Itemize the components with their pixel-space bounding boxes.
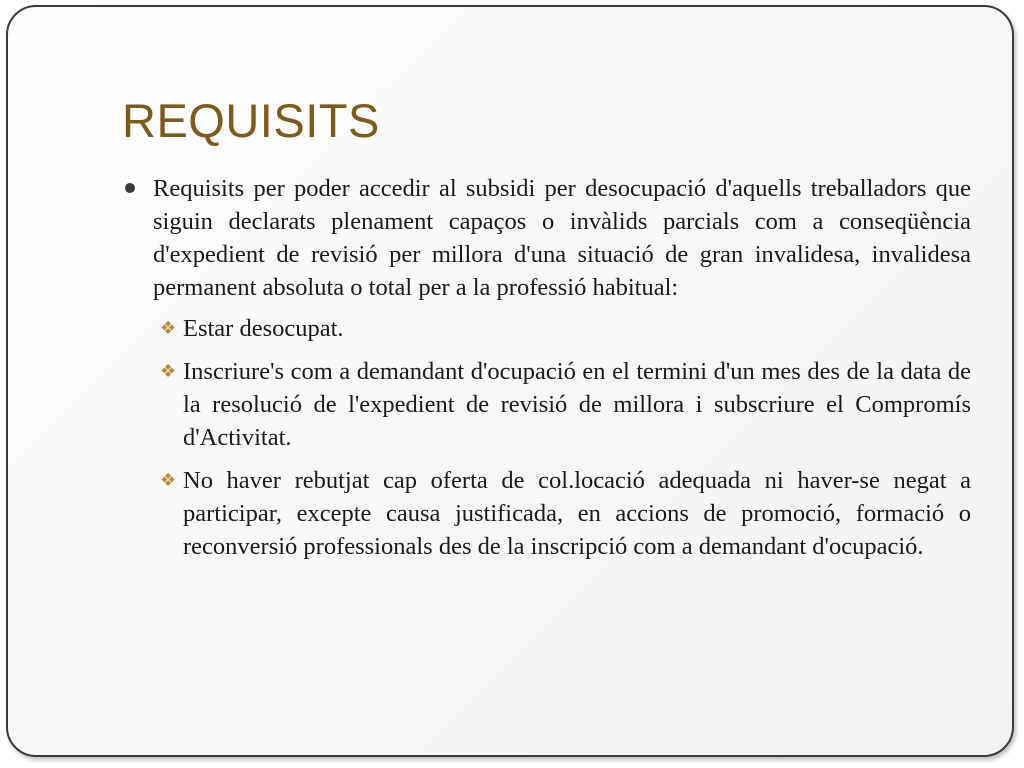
main-bullet: [122, 172, 971, 304]
sub-bullet-text: Estar desocupat.: [183, 315, 344, 342]
slide-content: [122, 172, 971, 573]
slide-frame: [6, 5, 1014, 757]
sub-bullet-text: Inscriure's com a demandant d'ocupació en el termini d'un mes des de la data de la resolució de l'expedient de revisió de millora i subscriure el Compromís d'Activitat.: [183, 358, 971, 451]
sub-bullet-item: [160, 312, 971, 345]
sub-bullet-item: [160, 464, 971, 563]
round-bullet-icon: [125, 183, 135, 193]
slide-title: REQUISITS: [122, 94, 380, 147]
diamond-bullet-icon: ❖: [160, 361, 177, 382]
diamond-bullet-icon: ❖: [160, 470, 177, 491]
diamond-bullet-icon: ❖: [160, 318, 177, 339]
main-bullet-text: Requisits per poder accedir al subsidi per desocupació d'aquells treballadors que siguin declarats plenament capaços o invàlids parcials com a conseqüència d'expedient de revisió per millora d'una situació de gran invalidesa, invalidesa permanent absoluta o total per a la professió habitual:: [153, 175, 971, 301]
sub-bullet-list: [122, 312, 971, 563]
sub-bullet-text: No haver rebutjat cap oferta de col.locació adequada ni haver-se negat a participar, excepte causa justificada, en accions de promoció, formació o reconversió professionals des de la inscripció com a demandant d'ocupació.: [183, 467, 971, 560]
sub-bullet-item: [160, 355, 971, 454]
